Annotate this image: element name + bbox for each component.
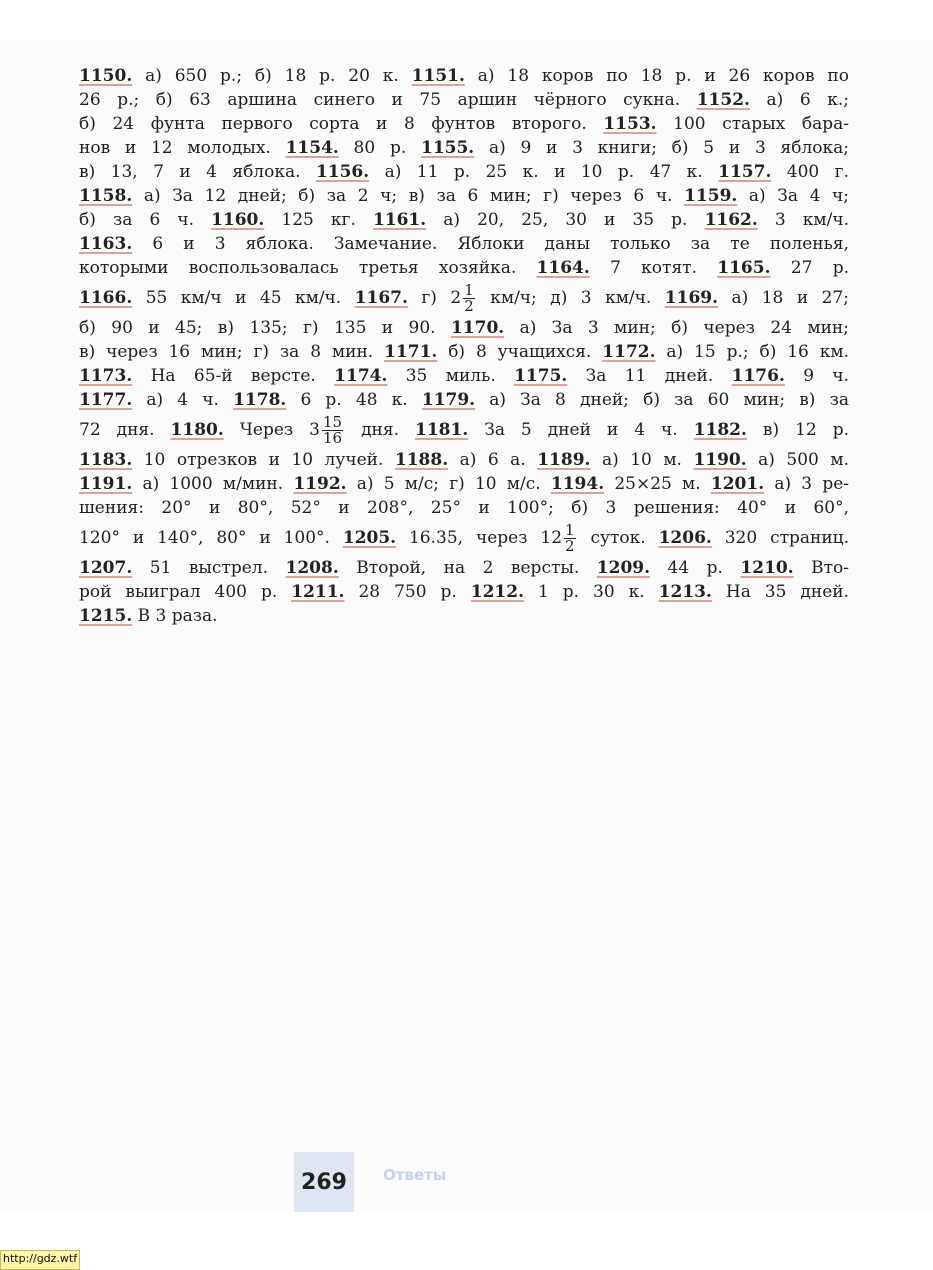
answer-line (79, 520, 849, 556)
answer-text: Через 3 (223, 420, 320, 440)
answer-text: 100 старых бара- (656, 114, 849, 134)
problem-number: 1210. (740, 558, 794, 578)
answer-text: 80 р. (338, 138, 421, 158)
answer-text: а) 6 к.; (749, 90, 849, 110)
answer-text: 44 р. (650, 558, 741, 578)
answer-line (79, 184, 849, 208)
answer-text: а) 18 коров по 18 р. и 26 коров по (464, 66, 849, 86)
answer-text: а) За 3 мин; б) через 24 мин; (504, 318, 849, 338)
answer-text: В 3 раза. (132, 606, 218, 626)
answer-text: дня. (345, 420, 415, 440)
answer-line (79, 496, 849, 520)
answer-text: б) 90 и 45; в) 135; г) 135 и 90. (79, 318, 451, 338)
fraction (564, 523, 576, 554)
problem-number: 1175. (514, 366, 568, 386)
answer-text: 55 км/ч и 45 км/ч. (132, 288, 355, 308)
answer-text: шения: 20° и 80°, 52° и 208°, 25° и 100°; б) 3 решения: 40° и 60°, (79, 498, 849, 518)
answer-line (79, 556, 849, 580)
answer-text: б) за 6 ч. (79, 210, 212, 230)
problem-number: 1211. (291, 582, 345, 602)
answer-text: а) 1000 м/мин. (132, 474, 294, 494)
problem-number: 1151. (411, 66, 465, 86)
answer-line (79, 412, 849, 448)
answer-text: 35 миль. (387, 366, 515, 386)
answer-text: а) 5 м/с; г) 10 м/с. (346, 474, 551, 494)
answer-text: а) 10 м. (590, 450, 694, 470)
answer-text: а) За 4 ч; (737, 186, 849, 206)
problem-number: 1179. (421, 390, 476, 410)
answer-text: а) 4 ч. (132, 390, 234, 410)
page-number: 269 (301, 1170, 347, 1195)
answer-text: км/ч; д) 3 км/ч. (476, 288, 665, 308)
problem-number: 1164. (536, 258, 590, 278)
answer-text: а) 18 и 27; (718, 288, 849, 308)
answer-line (79, 280, 849, 316)
answer-text: б) 8 учащихся. (437, 342, 603, 362)
book-page (0, 40, 933, 1212)
problem-number: 1181. (415, 420, 469, 440)
watermark-link[interactable]: http://gdz.wtf (0, 1250, 80, 1270)
answer-text: а) 6 а. (448, 450, 538, 470)
answer-text: 120° и 140°, 80° и 100°. (79, 528, 343, 548)
problem-number: 1190. (693, 450, 747, 470)
answer-text: которыми воспользовалась третья хозяйка. (79, 258, 537, 278)
answer-line (79, 208, 849, 232)
answer-text: рой выиграл 400 р. (79, 582, 292, 602)
answer-text: 26 р.; б) 63 аршина синего и 75 аршин чёрного сукна. (79, 90, 697, 110)
problem-number: 1174. (334, 366, 388, 386)
section-title: Ответы (383, 1166, 447, 1184)
answer-text: 6 р. 48 к. (286, 390, 422, 410)
answer-text: 25×25 м. (604, 474, 711, 494)
answer-text: 10 отрезков и 10 лучей. (132, 450, 395, 470)
problem-number: 1208. (285, 558, 339, 578)
answer-line (79, 160, 849, 184)
answer-text: а) 500 м. (746, 450, 849, 470)
fraction (463, 283, 475, 314)
problem-number: 1161. (372, 210, 427, 230)
answer-text: Второй, на 2 версты. (338, 558, 597, 578)
fraction-numerator: 1 (565, 521, 575, 539)
problem-number: 1169. (664, 288, 719, 308)
problem-number: 1215. (79, 606, 133, 626)
answer-line (79, 136, 849, 160)
fraction-numerator: 15 (323, 413, 343, 431)
problem-number: 1166. (79, 288, 133, 308)
answer-text: 400 г. (771, 162, 849, 182)
problem-number: 1163. (79, 234, 133, 254)
answer-text: За 5 дней и 4 ч. (468, 420, 694, 440)
problem-number: 1156. (315, 162, 370, 182)
problem-number: 1155. (420, 138, 475, 158)
answer-text: суток. (577, 528, 659, 548)
problem-number: 1182. (693, 420, 747, 440)
problem-number: 1162. (704, 210, 758, 230)
answer-text: 7 котят. (589, 258, 718, 278)
answer-line (79, 364, 849, 388)
answer-text: 320 страниц. (711, 528, 850, 548)
problem-number: 1152. (696, 90, 750, 110)
fraction-denominator: 16 (323, 429, 343, 447)
answer-text: в) 12 р. (746, 420, 849, 440)
problem-number: 1209. (596, 558, 651, 578)
problem-number: 1206. (658, 528, 712, 548)
problem-number: 1178. (233, 390, 287, 410)
answer-text: 72 дня. (79, 420, 171, 440)
answer-text: б) 24 фунта первого сорта и 8 фунтов второго. (79, 114, 604, 134)
answers-text (79, 64, 849, 628)
answer-text: а) За 8 дней; б) за 60 мин; в) за (475, 390, 849, 410)
answer-text: На 65-й версте. (132, 366, 335, 386)
problem-number: 1153. (603, 114, 657, 134)
answer-text: в) 13, 7 и 4 яблока. (79, 162, 316, 182)
answer-line (79, 580, 849, 604)
fraction-denominator: 2 (565, 537, 575, 555)
problem-number: 1167. (354, 288, 408, 308)
problem-number: 1158. (79, 186, 133, 206)
answer-line (79, 88, 849, 112)
problem-number: 1159. (684, 186, 738, 206)
answer-text: нов и 12 молодых. (79, 138, 286, 158)
answer-text: г) 2 (407, 288, 462, 308)
problem-number: 1188. (394, 450, 449, 470)
problem-number: 1176. (731, 366, 785, 386)
answer-line (79, 256, 849, 280)
answer-text: а) 650 р.; б) 18 р. 20 к. (132, 66, 412, 86)
answer-text: а) 11 р. 25 к. и 10 р. 47 к. (369, 162, 719, 182)
fraction-denominator: 2 (464, 297, 474, 315)
problem-number: 1177. (79, 390, 133, 410)
answer-text: а) 15 р.; б) 16 км. (655, 342, 849, 362)
problem-number: 1172. (602, 342, 656, 362)
fraction (322, 415, 343, 446)
answer-line (79, 604, 849, 628)
problem-number: 1180. (170, 420, 224, 440)
answer-text: 9 ч. (784, 366, 849, 386)
problem-number: 1207. (79, 558, 133, 578)
problem-number: 1192. (293, 474, 347, 494)
answer-text: 27 р. (770, 258, 849, 278)
problem-number: 1150. (79, 66, 133, 86)
answer-text: в) через 16 мин; г) за 8 мин. (79, 342, 385, 362)
answer-line (79, 388, 849, 412)
answer-line (79, 232, 849, 256)
answer-text: а) 3 ре- (764, 474, 850, 494)
problem-number: 1191. (79, 474, 133, 494)
answer-text: а) За 12 дней; б) за 2 ч; в) за 6 мин; г) через 6 ч. (132, 186, 685, 206)
answer-line (79, 316, 849, 340)
answer-line (79, 472, 849, 496)
answer-text: 1 р. 30 к. (524, 582, 659, 602)
answer-line (79, 448, 849, 472)
answer-text: 28 750 р. (344, 582, 471, 602)
answer-text: За 11 дней. (567, 366, 732, 386)
problem-number: 1212. (470, 582, 524, 602)
answer-text: 125 кг. (264, 210, 373, 230)
answer-line (79, 112, 849, 136)
answer-text: 3 км/ч. (757, 210, 849, 230)
problem-number: 1160. (211, 210, 265, 230)
page-number-box (294, 1152, 354, 1212)
problem-number: 1157. (718, 162, 772, 182)
answer-line (79, 340, 849, 364)
answer-text: 51 выстрел. (132, 558, 286, 578)
problem-number: 1165. (717, 258, 771, 278)
problem-number: 1171. (384, 342, 438, 362)
answer-text: а) 20, 25, 30 и 35 р. (426, 210, 705, 230)
problem-number: 1170. (450, 318, 505, 338)
answer-line (79, 64, 849, 88)
problem-number: 1205. (342, 528, 397, 548)
problem-number: 1194. (550, 474, 605, 494)
answer-text: На 35 дней. (711, 582, 850, 602)
answer-text: 16.35, через 12 (396, 528, 563, 548)
problem-number: 1183. (79, 450, 133, 470)
problem-number: 1173. (79, 366, 133, 386)
fraction-numerator: 1 (464, 281, 474, 299)
answer-text: 6 и 3 яблока. Замечание. Яблоки даны только за те поленья, (132, 234, 849, 254)
problem-number: 1213. (658, 582, 712, 602)
problem-number: 1154. (285, 138, 339, 158)
problem-number: 1201. (710, 474, 765, 494)
answer-text: Вто- (793, 558, 849, 578)
problem-number: 1189. (537, 450, 591, 470)
answer-text: а) 9 и 3 книги; б) 5 и 3 яблока; (474, 138, 849, 158)
